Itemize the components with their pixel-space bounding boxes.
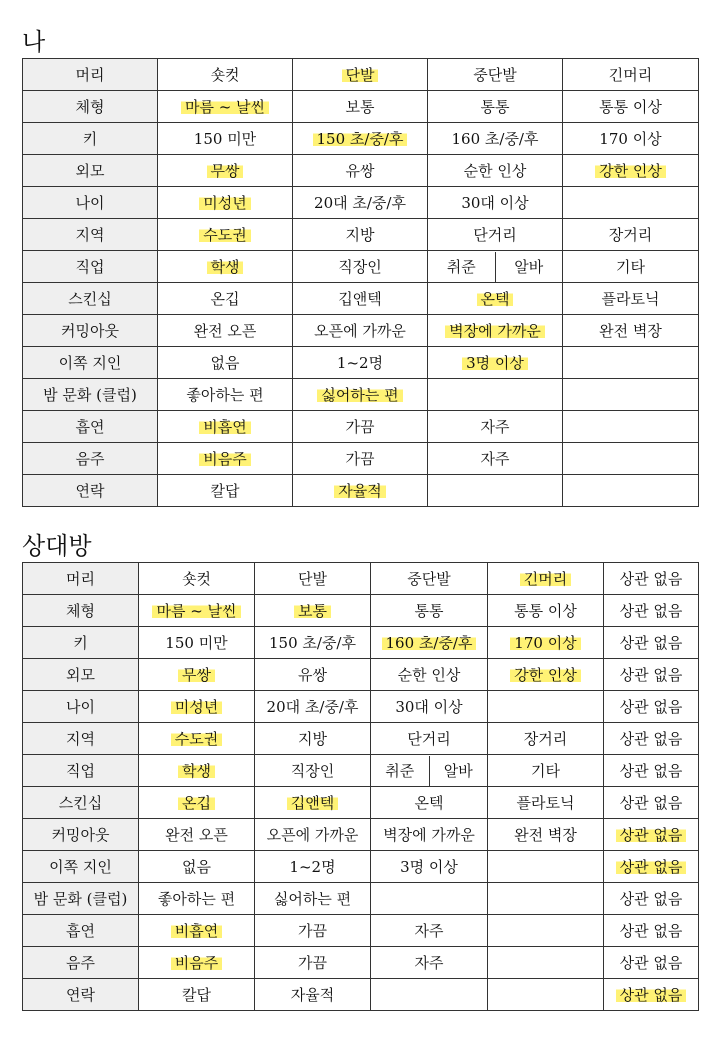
option-cell — [563, 411, 699, 443]
option-text: 싫어하는 편 — [273, 890, 352, 908]
option-cell — [428, 251, 563, 283]
option-text: 상관 없음 — [619, 634, 683, 652]
option-cell — [428, 475, 563, 507]
option-cell — [488, 883, 604, 915]
option-cell — [488, 851, 604, 883]
option-text: 중단발 — [473, 66, 517, 84]
option-cell — [158, 219, 293, 251]
table-row — [23, 723, 699, 755]
highlighted-option-text: 수도권 — [199, 226, 250, 244]
option-text: 없음 — [182, 858, 211, 876]
option-text: 숏컷 — [182, 570, 211, 588]
row-label: 나이 — [23, 187, 158, 219]
highlighted-option-text: 상관 없음 — [616, 986, 687, 1004]
option-text: 3명 이상 — [400, 858, 458, 876]
option-cell — [255, 915, 371, 947]
option-text: 상관 없음 — [619, 794, 683, 812]
option-cell — [488, 915, 604, 947]
row-label: 이쪽 지인 — [23, 347, 158, 379]
option-text: 30대 이상 — [395, 698, 463, 716]
option-cell — [139, 851, 255, 883]
option-cell — [139, 819, 255, 851]
option-cell — [371, 755, 488, 787]
row-label: 머리 — [23, 59, 158, 91]
table-me — [22, 58, 699, 507]
option-text: 완전 오픈 — [165, 826, 228, 844]
option-cell — [563, 59, 699, 91]
row-label: 키 — [23, 627, 139, 659]
option-text: 오픈에 가까운 — [314, 322, 406, 340]
option-cell — [563, 283, 699, 315]
option-text: 순한 인상 — [463, 162, 527, 180]
option-cell — [293, 155, 428, 187]
option-cell — [158, 443, 293, 475]
option-cell — [255, 659, 371, 691]
option-cell — [293, 283, 428, 315]
highlighted-option-text: 마름 ~ 날씬 — [181, 98, 269, 116]
option-cell — [563, 347, 699, 379]
highlighted-option-text: 비음주 — [199, 450, 250, 468]
option-cell — [139, 883, 255, 915]
highlighted-option-text: 비음주 — [171, 954, 222, 972]
table-row — [23, 379, 699, 411]
table-row — [23, 659, 699, 691]
table-row — [23, 819, 699, 851]
row-label: 체형 — [23, 595, 139, 627]
row-label: 연락 — [23, 979, 139, 1011]
option-cell — [563, 187, 699, 219]
option-cell — [371, 883, 488, 915]
section-title-partner: 상대방 — [22, 532, 92, 560]
option-cell — [428, 283, 563, 315]
option-text: 직장인 — [338, 258, 382, 276]
option-cell — [139, 627, 255, 659]
option-text: 150 미만 — [165, 634, 228, 652]
option-text: 오픈에 가까운 — [266, 826, 359, 844]
option-cell — [604, 659, 699, 691]
table-row — [23, 475, 699, 507]
option-cell — [604, 691, 699, 723]
option-cell — [255, 947, 371, 979]
table-row — [23, 755, 699, 787]
option-text: 숏컷 — [210, 66, 240, 84]
option-text: 상관 없음 — [619, 698, 683, 716]
option-text: 30대 이상 — [461, 194, 529, 212]
highlighted-option-text: 벽장에 가까운 — [445, 322, 545, 340]
option-cell — [428, 219, 563, 251]
table-row — [23, 123, 699, 155]
option-cell — [604, 915, 699, 947]
option-cell — [255, 723, 371, 755]
option-cell — [604, 883, 699, 915]
option-text: 장거리 — [523, 730, 568, 748]
highlighted-option-text: 단발 — [342, 66, 379, 84]
option-cell — [563, 123, 699, 155]
option-text: 150 초/중/후 — [269, 634, 356, 652]
row-label: 직업 — [23, 251, 158, 283]
option-cell — [604, 755, 699, 787]
option-cell — [371, 819, 488, 851]
option-text: 단거리 — [407, 730, 451, 748]
option-text: 가끔 — [345, 418, 375, 436]
option-text: 취준 — [446, 258, 476, 276]
option-cell — [255, 691, 371, 723]
option-cell — [139, 691, 255, 723]
option-cell — [139, 723, 255, 755]
row-label: 스킨십 — [23, 787, 139, 819]
option-cell — [371, 595, 488, 627]
highlighted-option-text: 강한 인상 — [595, 162, 666, 180]
option-text: 상관 없음 — [619, 762, 683, 780]
option-cell — [255, 979, 371, 1011]
option-cell — [488, 755, 604, 787]
option-cell — [139, 755, 255, 787]
option-text: 취준 — [385, 762, 415, 780]
option-text: 기타 — [616, 258, 645, 276]
table-row — [23, 947, 699, 979]
option-cell — [604, 787, 699, 819]
highlighted-option-text: 미성년 — [199, 194, 250, 212]
option-cell — [563, 475, 699, 507]
option-text: 좋아하는 편 — [186, 386, 264, 404]
option-cell — [158, 123, 293, 155]
option-cell — [158, 155, 293, 187]
option-text: 긴머리 — [608, 66, 653, 84]
highlighted-option-text: 160 초/중/후 — [382, 634, 477, 652]
table-row — [23, 219, 699, 251]
option-text: 중단발 — [407, 570, 451, 588]
option-text: 20대 초/중/후 — [266, 698, 359, 716]
highlighted-option-text: 깁앤텍 — [287, 794, 338, 812]
option-text: 유쌍 — [345, 162, 375, 180]
table-row — [23, 187, 699, 219]
option-cell — [488, 947, 604, 979]
table-row — [23, 563, 699, 595]
highlighted-option-text: 상관 없음 — [616, 826, 687, 844]
option-cell — [428, 123, 563, 155]
option-text: 가끔 — [298, 922, 327, 940]
option-text: 플라토닉 — [516, 794, 575, 812]
highlighted-option-text: 무쌍 — [207, 162, 244, 180]
highlighted-option-text: 긴머리 — [520, 570, 571, 588]
option-cell — [371, 787, 488, 819]
highlighted-option-text: 학생 — [178, 762, 215, 780]
option-text: 기타 — [531, 762, 560, 780]
option-text: 통통 이상 — [514, 602, 577, 620]
option-text: 완전 오픈 — [193, 322, 257, 340]
highlighted-option-text: 온텍 — [477, 290, 514, 308]
option-cell — [371, 691, 488, 723]
option-cell — [488, 787, 604, 819]
option-cell — [158, 187, 293, 219]
option-text: 순한 인상 — [397, 666, 461, 684]
option-cell — [293, 187, 428, 219]
highlighted-option-text: 수도권 — [171, 730, 222, 748]
option-cell — [139, 915, 255, 947]
option-cell — [488, 979, 604, 1011]
row-label: 나이 — [23, 691, 139, 723]
option-text: 가끔 — [345, 450, 375, 468]
table-row — [23, 155, 699, 187]
row-label: 외모 — [23, 155, 158, 187]
option-text: 없음 — [210, 354, 240, 372]
option-cell — [293, 219, 428, 251]
option-text: 칼답 — [210, 482, 240, 500]
row-label: 이쪽 지인 — [23, 851, 139, 883]
table-row — [23, 915, 699, 947]
highlighted-option-text: 싫어하는 편 — [317, 386, 402, 404]
option-cell — [255, 755, 371, 787]
option-text: 통통 이상 — [599, 98, 662, 116]
row-label: 밤 문화 (클럽) — [23, 883, 139, 915]
table-row — [23, 443, 699, 475]
highlighted-option-text: 자율적 — [334, 482, 385, 500]
highlighted-option-text: 마름 ~ 날씬 — [152, 602, 240, 620]
option-cell — [488, 819, 604, 851]
option-text: 자율적 — [290, 986, 335, 1004]
option-cell — [158, 91, 293, 123]
option-cell — [371, 659, 488, 691]
option-cell — [563, 155, 699, 187]
row-label: 외모 — [23, 659, 139, 691]
option-cell — [428, 91, 563, 123]
row-label: 밤 문화 (클럽) — [23, 379, 158, 411]
option-text: 벽장에 가까운 — [383, 826, 475, 844]
option-cell — [563, 91, 699, 123]
option-text: 장거리 — [608, 226, 653, 244]
highlighted-option-text: 3명 이상 — [462, 354, 528, 372]
option-cell — [158, 315, 293, 347]
option-cell — [371, 979, 488, 1011]
option-text: 알바 — [429, 756, 488, 786]
option-cell — [158, 283, 293, 315]
option-cell — [604, 723, 699, 755]
option-cell — [139, 595, 255, 627]
table-partner — [22, 562, 699, 1011]
row-label: 머리 — [23, 563, 139, 595]
option-cell — [255, 595, 371, 627]
option-text: 통통 — [414, 602, 444, 620]
option-text: 상관 없음 — [619, 602, 683, 620]
option-cell — [428, 187, 563, 219]
highlighted-option-text: 온깁 — [178, 794, 215, 812]
option-cell — [255, 883, 371, 915]
row-label: 흡연 — [23, 915, 139, 947]
option-text: 상관 없음 — [619, 666, 683, 684]
option-cell — [139, 659, 255, 691]
option-text: 완전 벽장 — [514, 826, 577, 844]
option-cell — [255, 819, 371, 851]
row-label: 키 — [23, 123, 158, 155]
option-cell — [428, 379, 563, 411]
option-cell — [563, 219, 699, 251]
option-cell — [158, 347, 293, 379]
option-cell — [371, 851, 488, 883]
table-row — [23, 627, 699, 659]
option-cell — [488, 563, 604, 595]
option-text: 자주 — [480, 418, 510, 436]
option-text: 가끔 — [298, 954, 327, 972]
option-text: 상관 없음 — [619, 954, 683, 972]
option-text: 온텍 — [414, 794, 444, 812]
option-text: 160 초/중/후 — [451, 130, 539, 148]
row-label: 직업 — [23, 755, 139, 787]
row-label: 음주 — [23, 947, 139, 979]
highlighted-option-text: 150 초/중/후 — [313, 130, 408, 148]
option-text: 통통 — [480, 98, 510, 116]
option-text: 보통 — [345, 98, 375, 116]
option-cell — [158, 59, 293, 91]
option-cell — [488, 723, 604, 755]
table-row — [23, 787, 699, 819]
option-text: 1~2명 — [289, 858, 336, 876]
option-text: 지방 — [345, 226, 375, 244]
table-row — [23, 283, 699, 315]
option-cell — [604, 819, 699, 851]
option-cell — [604, 627, 699, 659]
option-cell — [293, 59, 428, 91]
option-cell — [563, 443, 699, 475]
option-cell — [255, 563, 371, 595]
option-text: 단거리 — [473, 226, 517, 244]
highlighted-option-text: 상관 없음 — [616, 858, 687, 876]
option-cell — [293, 251, 428, 283]
option-text: 1~2명 — [336, 354, 384, 372]
row-label: 커밍아웃 — [23, 315, 158, 347]
option-cell — [488, 691, 604, 723]
option-cell — [158, 379, 293, 411]
option-text: 상관 없음 — [619, 730, 683, 748]
option-text: 자주 — [414, 954, 444, 972]
option-text: 20대 초/중/후 — [314, 194, 406, 212]
option-text: 상관 없음 — [619, 890, 683, 908]
row-label: 커밍아웃 — [23, 819, 139, 851]
option-cell — [158, 475, 293, 507]
option-cell — [604, 563, 699, 595]
highlighted-option-text: 비흡연 — [171, 922, 222, 940]
option-cell — [293, 315, 428, 347]
option-text: 플라토닉 — [601, 290, 660, 308]
option-cell — [604, 947, 699, 979]
option-cell — [428, 59, 563, 91]
option-cell — [371, 915, 488, 947]
option-cell — [563, 379, 699, 411]
option-cell — [158, 411, 293, 443]
row-label: 지역 — [23, 723, 139, 755]
option-cell — [371, 563, 488, 595]
option-text: 칼답 — [182, 986, 211, 1004]
option-cell — [488, 627, 604, 659]
option-text: 단발 — [298, 570, 327, 588]
highlighted-option-text: 강한 인상 — [510, 666, 581, 684]
option-cell — [604, 595, 699, 627]
option-cell — [293, 443, 428, 475]
option-text: 완전 벽장 — [599, 322, 662, 340]
highlighted-option-text: 학생 — [207, 258, 244, 276]
row-label: 체형 — [23, 91, 158, 123]
option-cell — [563, 315, 699, 347]
option-cell — [428, 347, 563, 379]
row-label: 음주 — [23, 443, 158, 475]
option-cell — [255, 627, 371, 659]
highlighted-option-text: 비흡연 — [199, 418, 250, 436]
highlighted-option-text: 170 이상 — [510, 634, 580, 652]
option-cell — [428, 155, 563, 187]
option-cell — [604, 979, 699, 1011]
table-row — [23, 979, 699, 1011]
option-cell — [293, 379, 428, 411]
option-text: 상관 없음 — [619, 570, 683, 588]
option-cell — [488, 659, 604, 691]
option-cell — [139, 563, 255, 595]
table-row — [23, 315, 699, 347]
option-text: 알바 — [495, 252, 563, 282]
option-text: 깁앤텍 — [338, 290, 382, 308]
option-text: 자주 — [480, 450, 510, 468]
option-cell — [158, 251, 293, 283]
option-text: 좋아하는 편 — [157, 890, 236, 908]
option-cell — [604, 851, 699, 883]
row-label: 연락 — [23, 475, 158, 507]
highlighted-option-text: 무쌍 — [178, 666, 215, 684]
option-cell — [293, 347, 428, 379]
table-row — [23, 59, 699, 91]
option-cell — [293, 91, 428, 123]
option-text: 상관 없음 — [619, 922, 683, 940]
option-cell — [293, 123, 428, 155]
option-cell — [139, 947, 255, 979]
option-cell — [293, 475, 428, 507]
table-row — [23, 595, 699, 627]
option-cell — [255, 787, 371, 819]
table-row — [23, 851, 699, 883]
row-label: 지역 — [23, 219, 158, 251]
option-text: 170 이상 — [599, 130, 662, 148]
table-row — [23, 691, 699, 723]
table-row — [23, 91, 699, 123]
table-row — [23, 251, 699, 283]
option-cell — [428, 315, 563, 347]
option-cell — [371, 947, 488, 979]
option-text: 온깁 — [210, 290, 240, 308]
option-text: 지방 — [298, 730, 327, 748]
option-cell — [255, 851, 371, 883]
row-label: 흡연 — [23, 411, 158, 443]
option-cell — [139, 979, 255, 1011]
row-label: 스킨십 — [23, 283, 158, 315]
option-cell — [488, 595, 604, 627]
option-cell — [563, 251, 699, 283]
section-title-me: 나 — [22, 28, 46, 56]
table-row — [23, 411, 699, 443]
option-cell — [293, 411, 428, 443]
option-cell — [139, 787, 255, 819]
option-cell — [428, 443, 563, 475]
option-text: 유쌍 — [298, 666, 327, 684]
option-cell — [428, 411, 563, 443]
option-cell — [371, 627, 488, 659]
option-text: 직장인 — [290, 762, 335, 780]
highlighted-option-text: 보통 — [294, 602, 331, 620]
option-text: 150 미만 — [193, 130, 257, 148]
option-text: 자주 — [414, 922, 444, 940]
table-row — [23, 347, 699, 379]
option-cell — [371, 723, 488, 755]
table-row — [23, 883, 699, 915]
highlighted-option-text: 미성년 — [171, 698, 222, 716]
